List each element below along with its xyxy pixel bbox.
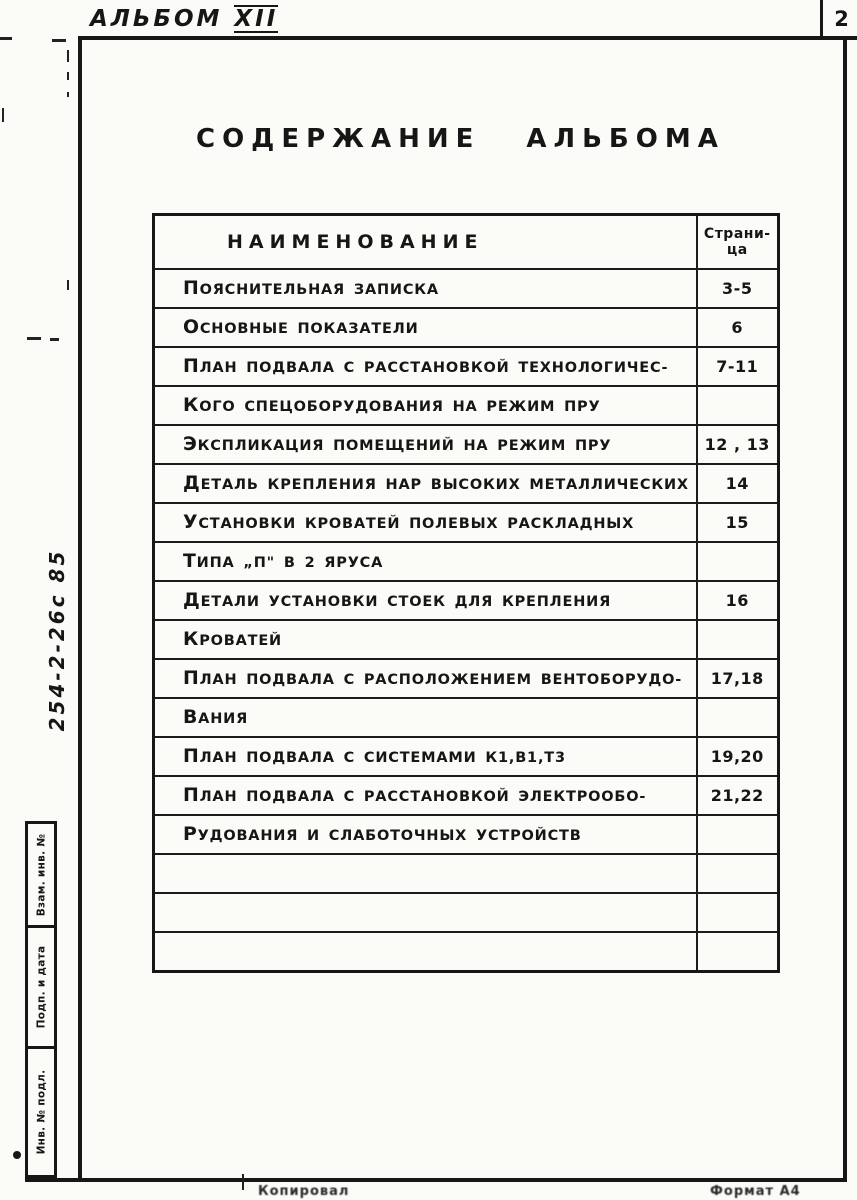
table-row — [154, 308, 779, 347]
row-pages-cell — [697, 308, 779, 347]
row-name-cell — [154, 386, 697, 425]
row-name-cell — [154, 581, 697, 620]
row-name-text: ЭКСПЛИКАЦИЯ ПОМЕЩЕНИЙ НА РЕЖИМ ПРУ — [183, 434, 612, 455]
stamp-cell — [28, 824, 54, 928]
table-row — [154, 464, 779, 503]
table-row — [154, 620, 779, 659]
table-row — [154, 659, 779, 698]
sheet-number-box — [820, 0, 857, 38]
album-word: АЛЬБОМ — [90, 6, 223, 32]
row-name-cell — [154, 269, 697, 308]
row-pages-cell — [697, 425, 779, 464]
row-name-cell — [154, 659, 697, 698]
row-pages-cell — [697, 893, 779, 932]
row-pages-text: 19,20 — [710, 747, 764, 766]
row-pages-cell — [697, 503, 779, 542]
scan-artifact — [67, 72, 69, 80]
scan-artifact — [67, 92, 69, 97]
hole-punch-dot — [13, 1151, 21, 1159]
row-pages-cell — [697, 269, 779, 308]
row-pages-cell — [697, 776, 779, 815]
contents-rows — [154, 269, 779, 972]
title-word-2: АЛЬБОМА — [526, 124, 725, 154]
scan-artifact — [0, 37, 12, 40]
frame-right-border — [843, 38, 847, 1182]
row-name-text: КРОВАТЕЙ — [183, 629, 282, 650]
row-name-cell — [154, 815, 697, 854]
table-row — [154, 893, 779, 932]
table-row — [154, 932, 779, 972]
row-pages-cell — [697, 815, 779, 854]
row-name-cell — [154, 854, 697, 893]
stamp-cell — [28, 928, 54, 1049]
row-name-cell — [154, 893, 697, 932]
frame-left-border — [78, 36, 82, 1182]
name-column-header: НАИМЕНОВАНИЕ — [154, 215, 697, 270]
row-name-text: РУДОВАНИЯ И СЛАБОТОЧНЫХ УСТРОЙСТВ — [183, 824, 582, 845]
sheet-number: 2 — [834, 7, 849, 31]
frame-top-border — [78, 36, 857, 40]
row-pages-cell — [697, 659, 779, 698]
table-row — [154, 347, 779, 386]
copied-by-label: Копировал — [258, 1184, 350, 1199]
document-code: 254-2-26с 85 — [45, 548, 69, 732]
row-pages-cell — [697, 386, 779, 425]
row-name-cell — [154, 503, 697, 542]
frame-bottom-border — [25, 1178, 847, 1182]
row-pages-cell — [697, 581, 779, 620]
table-row — [154, 698, 779, 737]
title-word-1: СОДЕРЖАНИЕ — [196, 124, 481, 154]
row-name-cell — [154, 698, 697, 737]
table-row — [154, 425, 779, 464]
row-name-text: ВАНИЯ — [183, 707, 249, 728]
row-pages-cell — [697, 464, 779, 503]
scan-artifact — [27, 337, 41, 340]
table-row — [154, 815, 779, 854]
row-pages-text: 17,18 — [710, 669, 764, 688]
row-name-text: КОГО СПЕЦОБОРУДОВАНИЯ НА РЕЖИМ ПРУ — [183, 395, 601, 416]
table-row — [154, 854, 779, 893]
row-name-cell — [154, 737, 697, 776]
scan-artifact — [67, 280, 69, 290]
row-pages-text: 12 , 13 — [704, 435, 770, 454]
row-name-cell — [154, 542, 697, 581]
row-name-text: ПЛАН ПОДВАЛА С РАСПОЛОЖЕНИЕМ ВЕНТОБОРУДО- — [183, 668, 683, 689]
row-name-cell — [154, 464, 697, 503]
row-name-cell — [154, 425, 697, 464]
row-name-text: ДЕТАЛЬ КРЕПЛЕНИЯ НАР ВЫСОКИХ МЕТАЛЛИЧЕСКИХ — [183, 473, 689, 494]
row-pages-cell — [697, 620, 779, 659]
row-pages-text: 14 — [725, 474, 749, 493]
pages-column-header: Страни- ца — [697, 215, 779, 270]
row-pages-text: 6 — [731, 318, 744, 337]
page-title — [196, 124, 725, 154]
format-label: Формат А4 — [710, 1184, 801, 1199]
row-pages-text: 16 — [725, 591, 749, 610]
stamp-cell-label: Подп. и дата — [35, 945, 48, 1029]
scan-artifact — [242, 1174, 244, 1190]
scan-artifact — [2, 108, 4, 122]
row-name-text: ПЛАН ПОДВАЛА С РАССТАНОВКОЙ ТЕХНОЛОГИЧЕС- — [183, 356, 669, 377]
table-row — [154, 386, 779, 425]
row-name-text: УСТАНОВКИ КРОВАТЕЙ ПОЛЕВЫХ РАСКЛАДНЫХ — [183, 512, 635, 533]
row-name-text: ПЛАН ПОДВАЛА С СИСТЕМАМИ К1,В1,Т3 — [183, 746, 566, 767]
row-name-text: ДЕТАЛИ УСТАНОВКИ СТОЕК ДЛЯ КРЕПЛЕНИЯ — [183, 590, 612, 611]
stamp-cell-label: Взам. инв. № — [35, 833, 47, 916]
contents-table — [152, 213, 780, 973]
row-name-text: ПОЯСНИТЕЛЬНАЯ ЗАПИСКА — [183, 278, 439, 299]
row-pages-cell — [697, 347, 779, 386]
row-pages-cell — [697, 542, 779, 581]
table-row — [154, 269, 779, 308]
table-row — [154, 503, 779, 542]
stamp-cell-label: Инв. № подл. — [35, 1069, 48, 1155]
table-row — [154, 581, 779, 620]
stamp-column — [25, 821, 57, 1178]
scan-artifact — [50, 338, 59, 341]
row-name-text: ПЛАН ПОДВАЛА С РАССТАНОВКОЙ ЭЛЕКТРООБО- — [183, 785, 647, 806]
row-name-text: ОСНОВНЫЕ ПОКАЗАТЕЛИ — [183, 317, 419, 338]
row-pages-text: 7-11 — [716, 357, 759, 376]
table-row — [154, 737, 779, 776]
row-name-cell — [154, 308, 697, 347]
row-pages-cell — [697, 932, 779, 972]
table-header-row — [154, 215, 779, 270]
row-pages-cell — [697, 854, 779, 893]
album-roman-number: XII — [234, 5, 279, 32]
table-row — [154, 542, 779, 581]
scan-artifact — [52, 39, 66, 42]
album-label — [90, 2, 278, 36]
row-name-cell — [154, 776, 697, 815]
row-name-cell — [154, 620, 697, 659]
row-name-cell — [154, 347, 697, 386]
row-name-cell — [154, 932, 697, 972]
row-name-text: ТИПА „П" В 2 ЯРУСА — [183, 551, 384, 572]
row-pages-cell — [697, 698, 779, 737]
row-pages-text: 3-5 — [722, 279, 753, 298]
table-row — [154, 776, 779, 815]
row-pages-text: 15 — [725, 513, 749, 532]
row-pages-text: 21,22 — [710, 786, 764, 805]
stamp-cell — [28, 1049, 54, 1175]
scan-artifact — [67, 50, 69, 62]
row-pages-cell — [697, 737, 779, 776]
